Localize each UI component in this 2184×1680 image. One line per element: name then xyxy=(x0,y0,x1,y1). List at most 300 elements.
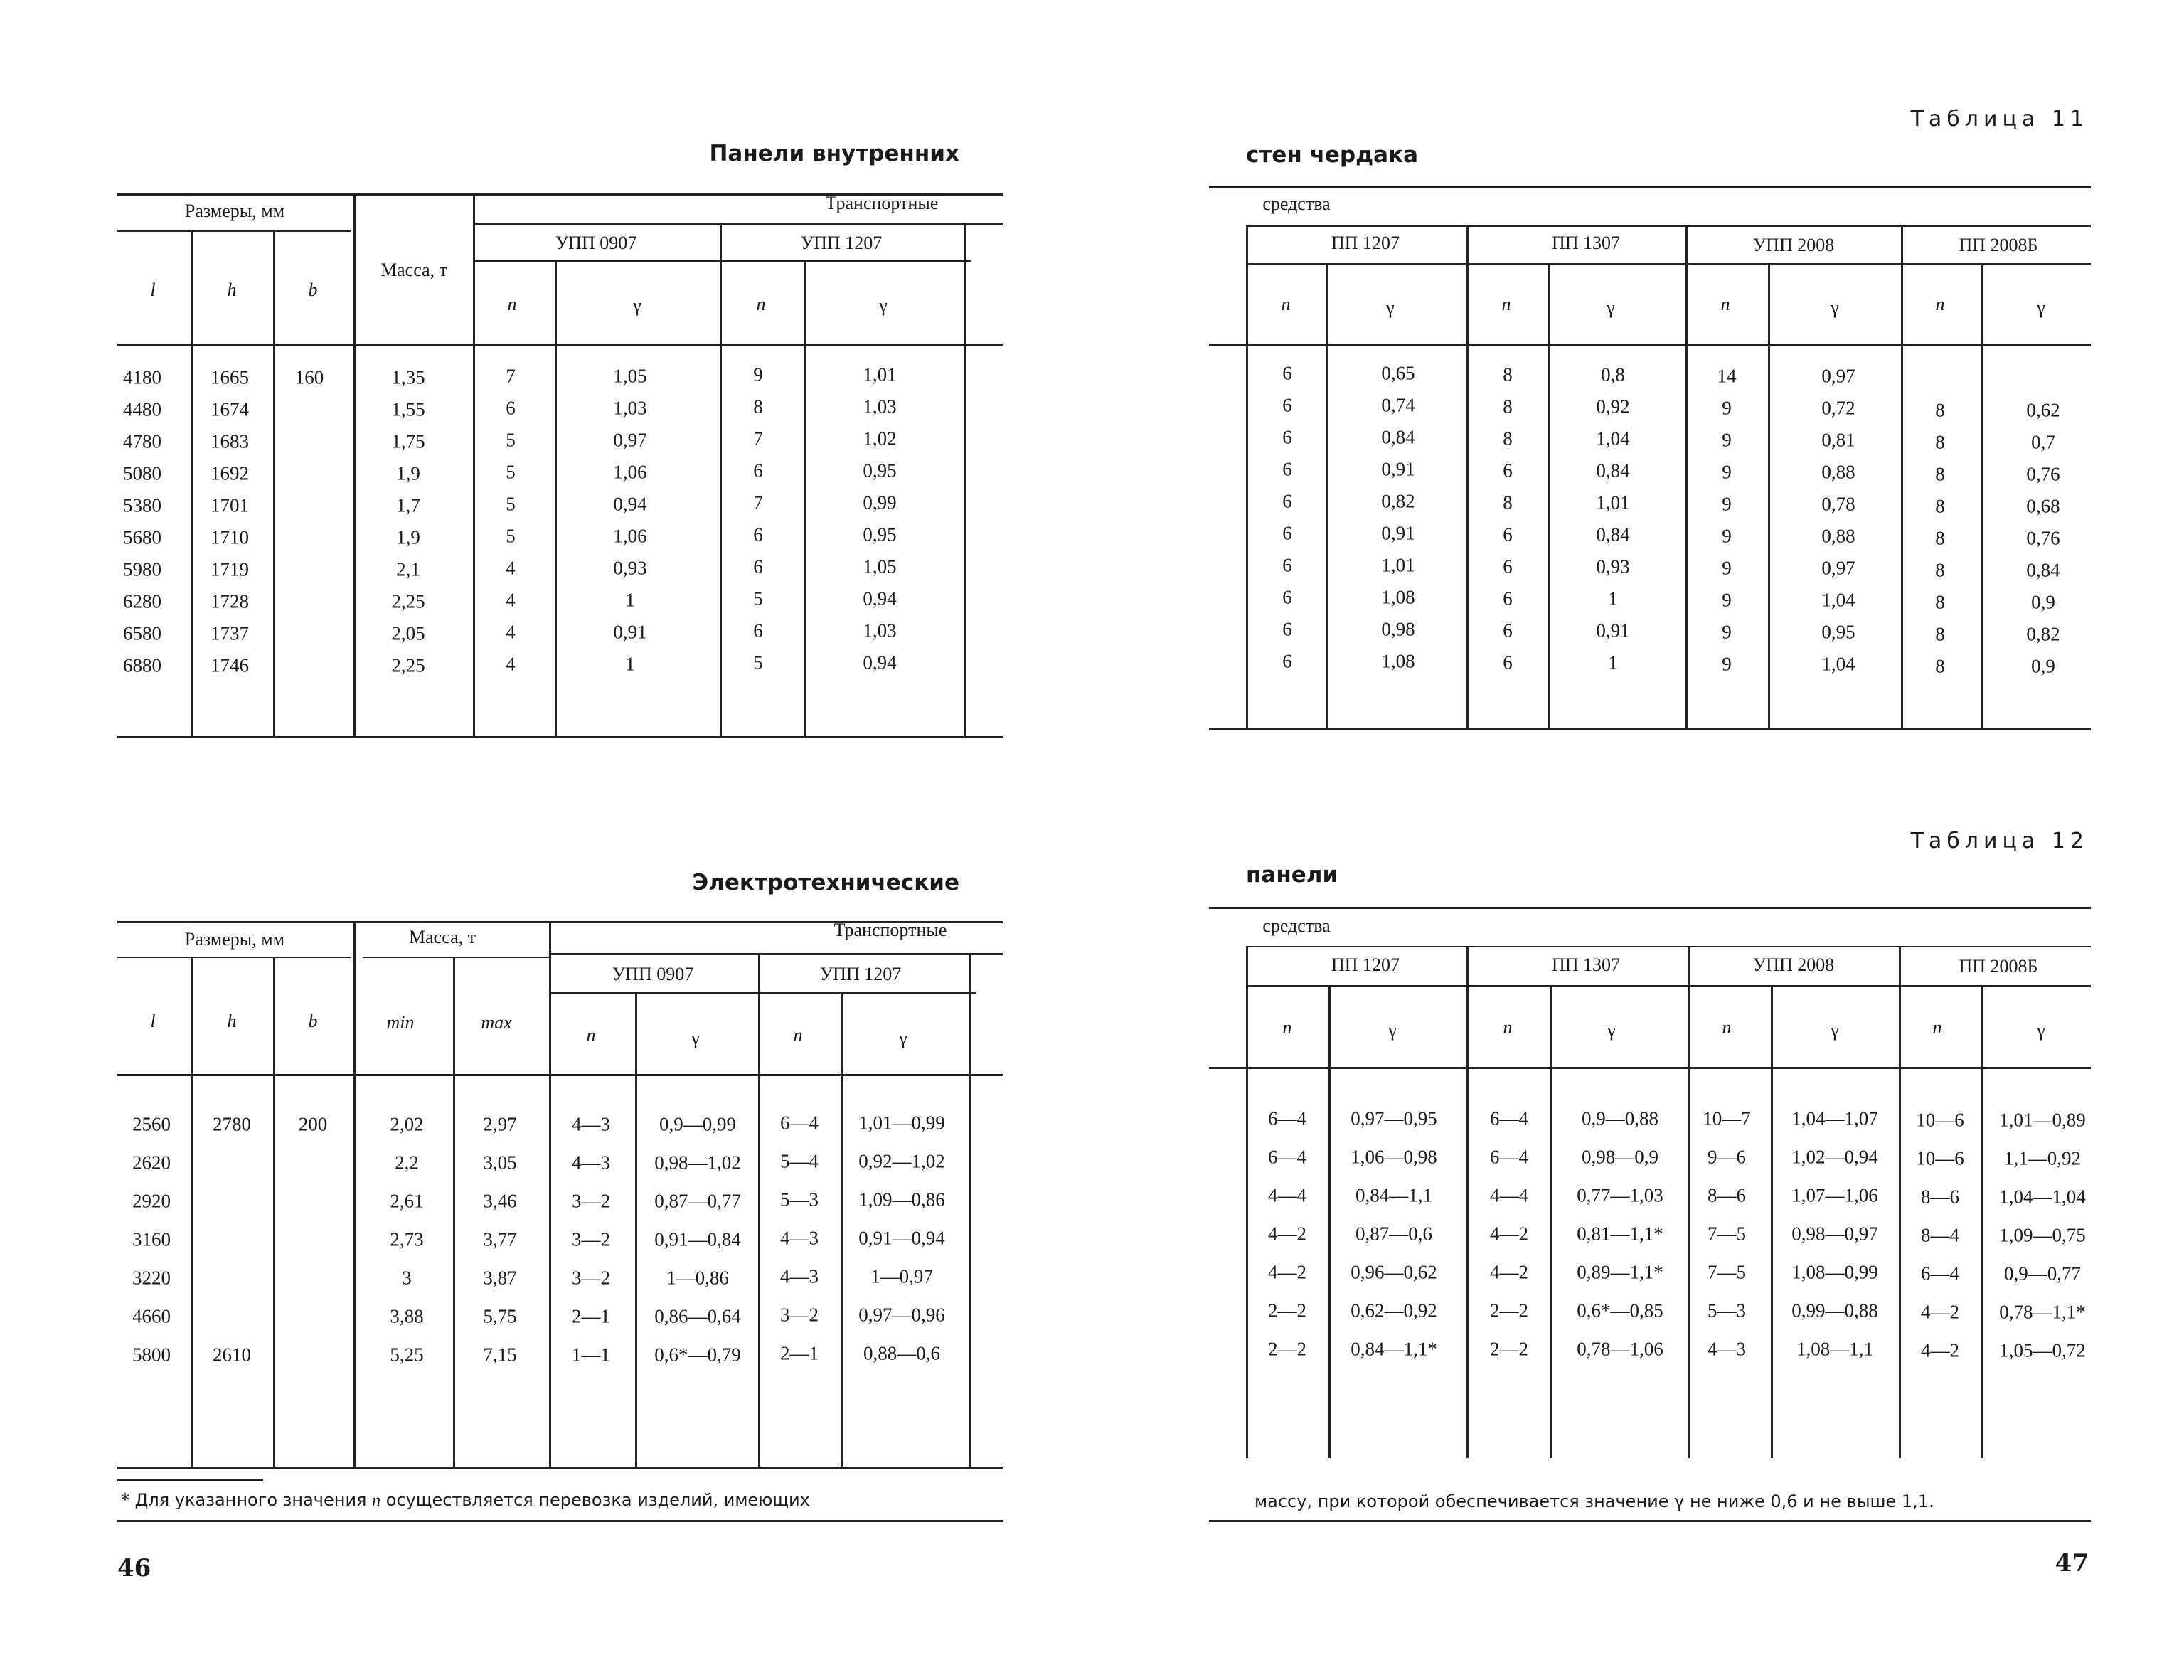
footnote-part-b: осуществляется перевозка изделий, имеющих xyxy=(385,1490,810,1510)
cell-gamma: 1,04—1,04 xyxy=(1999,1186,2086,1208)
cell-n1: 3—2 xyxy=(572,1228,610,1250)
cell-g1: 0,9—0,99 xyxy=(659,1113,736,1135)
table2-upp0907: УПП 0907 xyxy=(612,964,694,984)
cell-n: 5—3 xyxy=(1708,1299,1746,1322)
table11-pp1307: ПП 1307 xyxy=(1551,233,1621,253)
table12-means: средства xyxy=(1262,915,1331,936)
cell-n: 10—6 xyxy=(1916,1109,1964,1131)
cell-gamma: 0,9—0,77 xyxy=(2004,1262,2081,1285)
cell-h: 1728 xyxy=(211,590,249,612)
cell-gamma: 1,08—0,99 xyxy=(1791,1261,1878,1283)
table11-col-g-d: γ xyxy=(2037,297,2045,318)
cell-gamma: 0,82 xyxy=(1381,490,1415,512)
cell-n: 6—4 xyxy=(1490,1107,1528,1129)
cell-n: 6 xyxy=(1282,618,1292,640)
cell-n2: 5—3 xyxy=(780,1189,819,1211)
cell-g2: 1—0,97 xyxy=(870,1265,933,1287)
cell-n: 8 xyxy=(1935,591,1945,613)
cell-h: 2610 xyxy=(213,1344,251,1366)
table11-col-g-a: γ xyxy=(1386,297,1395,318)
cell-n: 6 xyxy=(1282,394,1292,416)
cell-l: 2920 xyxy=(132,1190,171,1212)
cell-gamma: 1,09—0,75 xyxy=(1999,1224,2086,1246)
table11-pp2008b: ПП 2008Б xyxy=(1959,235,2038,255)
cell-max: 3,87 xyxy=(483,1267,517,1289)
cell-gamma: 0,91 xyxy=(1381,522,1415,544)
cell-gamma: 0,91 xyxy=(1596,620,1630,642)
cell-gamma: 0,87—0,6 xyxy=(1355,1223,1432,1245)
cell-n: 8—4 xyxy=(1921,1224,1959,1246)
cell-gamma: 0,93 xyxy=(1596,555,1630,578)
cell-g1: 0,93 xyxy=(613,557,647,579)
table2-group-sizes: Размеры, мм xyxy=(184,929,285,950)
cell-n: 6 xyxy=(1503,620,1513,642)
cell-n: 8 xyxy=(1503,363,1513,386)
table1-col-h: h xyxy=(227,280,237,300)
cell-mass: 1,9 xyxy=(396,462,420,484)
cell-n: 8 xyxy=(1935,623,1945,645)
table2-col-n1: n xyxy=(586,1025,596,1046)
cell-l: 5980 xyxy=(123,558,161,580)
cell-n1: 5 xyxy=(506,461,516,483)
cell-n1: 4 xyxy=(506,653,516,675)
cell-n: 9 xyxy=(1722,429,1732,451)
cell-gamma: 1,06—0,98 xyxy=(1351,1146,1437,1168)
cell-gamma: 1,08 xyxy=(1381,586,1415,608)
cell-gamma: 0,97 xyxy=(1821,557,1855,579)
cell-n: 6 xyxy=(1282,426,1292,448)
cell-mass: 1,9 xyxy=(396,526,420,548)
cell-max: 3,77 xyxy=(483,1228,517,1250)
cell-gamma: 1,08 xyxy=(1381,650,1415,672)
table12-col-n-c: n xyxy=(1722,1017,1732,1038)
cell-g2: 0,88—0,6 xyxy=(863,1342,940,1364)
cell-g2: 0,92—1,02 xyxy=(858,1150,945,1172)
cell-n1: 3—2 xyxy=(572,1190,610,1212)
footnote-part-a: * Для указанного значения xyxy=(121,1490,367,1510)
cell-n1: 1—1 xyxy=(572,1344,610,1366)
cell-gamma: 0,84 xyxy=(1381,426,1415,448)
cell-g2: 0,94 xyxy=(863,588,897,610)
cell-n: 8 xyxy=(1935,495,1945,517)
cell-gamma: 0,84 xyxy=(2026,559,2060,581)
cell-gamma: 0,74 xyxy=(1381,394,1415,416)
cell-l: 5800 xyxy=(132,1344,171,1366)
cell-l: 4480 xyxy=(123,398,161,420)
cell-mass: 1,7 xyxy=(396,494,420,516)
cell-n: 6 xyxy=(1282,362,1292,384)
cell-n: 8—6 xyxy=(1708,1184,1746,1206)
cell-gamma: 0,88 xyxy=(1821,525,1855,547)
cell-mass: 1,75 xyxy=(391,430,425,452)
cell-l: 4180 xyxy=(123,366,161,388)
cell-mass: 1,55 xyxy=(391,398,425,420)
cell-n: 4—4 xyxy=(1490,1184,1528,1206)
table1-col-g1: γ xyxy=(633,295,641,316)
table11-title: стен чердака xyxy=(1246,142,1418,168)
cell-gamma: 0,92 xyxy=(1596,395,1630,418)
cell-n2: 6 xyxy=(753,555,763,578)
cell-gamma: 0,6*—0,85 xyxy=(1577,1299,1663,1322)
cell-n1: 4 xyxy=(506,557,516,579)
cell-n: 8 xyxy=(1503,491,1513,514)
cell-l: 3220 xyxy=(132,1267,171,1289)
table1-col-n1: n xyxy=(507,294,517,314)
table12-col-n-d: n xyxy=(1932,1017,1942,1038)
table12-pp1307: ПП 1307 xyxy=(1551,955,1621,975)
cell-n: 7—5 xyxy=(1708,1223,1746,1245)
cell-gamma: 0,68 xyxy=(2026,495,2060,517)
cell-n: 2—2 xyxy=(1268,1299,1306,1322)
cell-n: 6 xyxy=(1503,652,1513,674)
cell-n: 6 xyxy=(1282,458,1292,480)
cell-g1: 1,03 xyxy=(613,397,647,419)
cell-n1: 4—3 xyxy=(572,1152,610,1174)
table2-col-h: h xyxy=(227,1011,237,1031)
table12-title: панели xyxy=(1246,862,1338,888)
cell-n: 2—2 xyxy=(1490,1299,1528,1322)
cell-n2: 7 xyxy=(753,491,763,514)
cell-h: 1746 xyxy=(211,654,249,676)
cell-min: 2,02 xyxy=(390,1113,424,1135)
cell-n2: 6 xyxy=(753,523,763,546)
cell-n2: 4—3 xyxy=(780,1227,819,1249)
cell-l: 5080 xyxy=(123,462,161,484)
cell-n: 7—5 xyxy=(1708,1261,1746,1283)
cell-min: 3 xyxy=(402,1267,412,1289)
cell-n2: 9 xyxy=(753,363,763,386)
cell-n: 9—6 xyxy=(1708,1146,1746,1168)
cell-gamma: 0,9 xyxy=(2031,591,2055,613)
cell-gamma: 1,01 xyxy=(1381,554,1415,576)
cell-n2: 4—3 xyxy=(780,1265,819,1287)
cell-g2: 1,05 xyxy=(863,555,897,578)
cell-n: 4—2 xyxy=(1921,1301,1959,1323)
cell-gamma: 0,81—1,1* xyxy=(1577,1223,1663,1245)
cell-n: 8 xyxy=(1935,431,1945,453)
cell-l: 6880 xyxy=(123,654,161,676)
cell-gamma: 0,78 xyxy=(1821,493,1855,515)
cell-n: 8—6 xyxy=(1921,1186,1959,1208)
table11-means: средства xyxy=(1262,193,1331,214)
cell-gamma: 0,97—0,95 xyxy=(1351,1107,1437,1129)
cell-gamma: 0,65 xyxy=(1381,362,1415,384)
cell-n: 8 xyxy=(1935,559,1945,581)
cell-n: 6—4 xyxy=(1268,1146,1306,1168)
cell-n: 6 xyxy=(1503,588,1513,610)
cell-n: 4—2 xyxy=(1921,1339,1959,1361)
cell-n: 9 xyxy=(1722,461,1732,483)
cell-max: 3,46 xyxy=(483,1190,517,1212)
cell-gamma: 1,04 xyxy=(1596,427,1630,450)
cell-g1: 0,6*—0,79 xyxy=(654,1344,741,1366)
cell-min: 2,73 xyxy=(390,1228,424,1250)
cell-l: 3160 xyxy=(132,1228,171,1250)
footnote-left xyxy=(121,1490,810,1511)
page-number-right: 47 xyxy=(2055,1549,2089,1578)
cell-gamma: 1,04 xyxy=(1821,653,1855,675)
cell-n2: 8 xyxy=(753,395,763,418)
cell-g2: 1,03 xyxy=(863,395,897,418)
cell-n: 10—6 xyxy=(1916,1147,1964,1169)
table12-col-g-c: γ xyxy=(1831,1020,1839,1041)
cell-gamma: 0,82 xyxy=(2026,623,2060,645)
cell-n: 6 xyxy=(1503,555,1513,578)
page-number-left: 46 xyxy=(117,1554,151,1583)
table11-pp1207: ПП 1207 xyxy=(1331,233,1400,253)
cell-g2: 1,02 xyxy=(863,427,897,450)
table1-upp0907: УПП 0907 xyxy=(555,233,637,253)
cell-g1: 0,94 xyxy=(613,493,647,515)
cell-gamma: 1,1—0,92 xyxy=(2004,1147,2081,1169)
cell-gamma: 1 xyxy=(1608,588,1618,610)
cell-g1: 0,98—1,02 xyxy=(654,1152,741,1174)
cell-n: 8 xyxy=(1503,395,1513,418)
table2-col-g1: γ xyxy=(691,1028,700,1048)
cell-n2: 6 xyxy=(753,459,763,482)
cell-n2: 5—4 xyxy=(780,1150,819,1172)
cell-l: 4780 xyxy=(123,430,161,452)
table1-col-n2: n xyxy=(756,294,766,314)
table11-col-g-b: γ xyxy=(1607,297,1615,318)
cell-h: 1710 xyxy=(211,526,249,548)
cell-mass: 2,1 xyxy=(396,558,420,580)
table2-col-n2: n xyxy=(793,1025,803,1046)
cell-n2: 7 xyxy=(753,427,763,450)
cell-max: 3,05 xyxy=(483,1152,517,1174)
cell-n: 6 xyxy=(1503,523,1513,546)
table11-col-n-a: n xyxy=(1281,294,1291,314)
cell-g2: 0,94 xyxy=(863,652,897,674)
cell-n1: 3—2 xyxy=(572,1267,610,1289)
cell-g1: 0,91—0,84 xyxy=(654,1228,741,1250)
cell-b: 160 xyxy=(294,366,324,388)
cell-g1: 1,05 xyxy=(613,365,647,387)
cell-n: 6 xyxy=(1282,522,1292,544)
table12-col-g-a: γ xyxy=(1388,1020,1397,1041)
cell-g2: 1,03 xyxy=(863,620,897,642)
cell-gamma: 0,7 xyxy=(2031,431,2055,453)
cell-n2: 6—4 xyxy=(780,1112,819,1134)
cell-mass: 2,05 xyxy=(391,622,425,644)
cell-n: 9 xyxy=(1722,589,1732,611)
cell-h: 1692 xyxy=(211,462,249,484)
table11-col-n-c: n xyxy=(1720,294,1730,314)
cell-g2: 0,95 xyxy=(863,459,897,482)
table2-title: Электротехнические xyxy=(692,870,959,895)
cell-l: 5380 xyxy=(123,494,161,516)
cell-n: 9 xyxy=(1722,493,1732,515)
cell-n2: 5 xyxy=(753,652,763,674)
cell-n: 6 xyxy=(1282,490,1292,512)
cell-n1: 6 xyxy=(506,397,516,419)
table2-col-b: b xyxy=(308,1011,318,1031)
cell-gamma: 0,84—1,1 xyxy=(1355,1184,1432,1206)
table12-col-n-b: n xyxy=(1503,1017,1513,1038)
table12-col-n-a: n xyxy=(1282,1017,1292,1038)
cell-max: 2,97 xyxy=(483,1113,517,1135)
cell-n1: 5 xyxy=(506,493,516,515)
cell-h: 1683 xyxy=(211,430,249,452)
cell-gamma: 0,98 xyxy=(1381,618,1415,640)
cell-gamma: 0,84 xyxy=(1596,523,1630,546)
cell-gamma: 0,84 xyxy=(1596,459,1630,482)
cell-min: 5,25 xyxy=(390,1344,424,1366)
cell-n: 4—2 xyxy=(1268,1223,1306,1245)
cell-mass: 2,25 xyxy=(391,654,425,676)
table11-col-n-d: n xyxy=(1935,294,1945,314)
table2-col-max: max xyxy=(481,1012,512,1033)
cell-gamma: 1,08—1,1 xyxy=(1796,1338,1873,1360)
table2-col-g2: γ xyxy=(899,1028,907,1048)
cell-max: 7,15 xyxy=(483,1344,517,1366)
cell-min: 2,61 xyxy=(390,1190,424,1212)
cell-n: 2—2 xyxy=(1268,1338,1306,1360)
cell-gamma: 0,9—0,88 xyxy=(1582,1107,1658,1129)
cell-gamma: 0,88 xyxy=(1821,461,1855,483)
cell-h: 1665 xyxy=(211,366,249,388)
cell-g1: 1—0,86 xyxy=(666,1267,729,1289)
cell-g1: 1,06 xyxy=(613,525,647,547)
cell-gamma: 0,8 xyxy=(1601,363,1625,386)
cell-min: 2,2 xyxy=(395,1152,419,1174)
table2-transport: Транспортные xyxy=(833,920,947,940)
cell-g2: 0,91—0,94 xyxy=(858,1227,945,1249)
cell-mass: 2,25 xyxy=(391,590,425,612)
cell-gamma: 0,96—0,62 xyxy=(1351,1261,1437,1283)
cell-n: 4—2 xyxy=(1490,1261,1528,1283)
cell-n: 9 xyxy=(1722,653,1732,675)
table1-transport: Транспортные xyxy=(825,193,939,213)
cell-n: 9 xyxy=(1722,397,1732,419)
cell-gamma: 0,99—0,88 xyxy=(1791,1299,1878,1322)
cell-n1: 5 xyxy=(506,429,516,451)
table12-upp2008: УПП 2008 xyxy=(1752,955,1835,975)
footnote-n: n xyxy=(372,1492,381,1510)
cell-g1: 1 xyxy=(625,589,635,611)
table11-col-n-b: n xyxy=(1501,294,1511,314)
cell-n: 8 xyxy=(1935,527,1945,549)
cell-gamma: 0,78—1,06 xyxy=(1577,1338,1663,1360)
cell-n1: 4 xyxy=(506,589,516,611)
cell-gamma: 1,05—0,72 xyxy=(1999,1339,2086,1361)
cell-n1: 4 xyxy=(506,621,516,643)
cell-g2: 0,99 xyxy=(863,491,897,514)
cell-h: 1719 xyxy=(211,558,249,580)
cell-g2: 1,01—0,99 xyxy=(858,1112,945,1134)
cell-n2: 5 xyxy=(753,588,763,610)
cell-n: 8 xyxy=(1935,399,1945,421)
table12-pp2008b: ПП 2008Б xyxy=(1959,956,2038,977)
cell-g2: 0,95 xyxy=(863,523,897,546)
cell-n: 4—2 xyxy=(1490,1223,1528,1245)
cell-g1: 0,91 xyxy=(613,621,647,643)
table12-caption: Таблица 12 xyxy=(1910,829,2089,854)
cell-n: 10—7 xyxy=(1703,1107,1751,1129)
cell-mass: 1,35 xyxy=(391,366,425,388)
cell-l: 2560 xyxy=(132,1113,171,1135)
cell-n2: 6 xyxy=(753,620,763,642)
cell-gamma: 0,89—1,1* xyxy=(1577,1261,1663,1283)
cell-n: 6 xyxy=(1282,650,1292,672)
cell-n: 6 xyxy=(1503,459,1513,482)
cell-l: 6580 xyxy=(123,622,161,644)
cell-n: 4—4 xyxy=(1268,1184,1306,1206)
cell-n: 8 xyxy=(1935,463,1945,485)
table1-title: Панели внутренних xyxy=(709,141,959,166)
cell-n: 8 xyxy=(1503,427,1513,450)
cell-gamma: 0,81 xyxy=(1821,429,1855,451)
cell-gamma: 0,9 xyxy=(2031,655,2055,677)
cell-g2: 1,09—0,86 xyxy=(858,1189,945,1211)
cell-n: 6—4 xyxy=(1490,1146,1528,1168)
table12-col-g-d: γ xyxy=(2037,1020,2045,1041)
cell-gamma: 0,72 xyxy=(1821,397,1855,419)
cell-n: 8 xyxy=(1935,655,1945,677)
cell-n: 9 xyxy=(1722,557,1732,579)
cell-h: 1674 xyxy=(211,398,249,420)
cell-gamma: 0,98—0,9 xyxy=(1582,1146,1658,1168)
cell-gamma: 1,01—0,89 xyxy=(1999,1109,2086,1131)
table12-col-g-b: γ xyxy=(1607,1020,1616,1041)
cell-n: 14 xyxy=(1717,365,1737,387)
cell-gamma: 1,04 xyxy=(1821,589,1855,611)
table11-col-g-c: γ xyxy=(1831,297,1839,318)
cell-g2: 1,01 xyxy=(863,363,897,386)
cell-n: 4—2 xyxy=(1268,1261,1306,1283)
cell-gamma: 0,91 xyxy=(1381,458,1415,480)
cell-n: 9 xyxy=(1722,525,1732,547)
table2-upp1207: УПП 1207 xyxy=(819,964,902,984)
cell-h: 1701 xyxy=(211,494,249,516)
cell-gamma: 0,76 xyxy=(2026,463,2060,485)
cell-gamma: 0,78—1,1* xyxy=(1999,1301,2086,1323)
cell-gamma: 0,98—0,97 xyxy=(1791,1223,1878,1245)
cell-h: 2780 xyxy=(213,1113,251,1135)
cell-n: 9 xyxy=(1722,621,1732,643)
cell-n1: 7 xyxy=(506,365,516,387)
cell-n2: 3—2 xyxy=(780,1304,819,1326)
table11-caption: Таблица 11 xyxy=(1910,107,2089,132)
cell-gamma: 0,77—1,03 xyxy=(1577,1184,1663,1206)
cell-gamma: 1 xyxy=(1608,652,1618,674)
cell-n: 6 xyxy=(1282,586,1292,608)
cell-n: 6—4 xyxy=(1921,1262,1959,1285)
cell-gamma: 1,07—1,06 xyxy=(1791,1184,1878,1206)
table1-col-b: b xyxy=(308,280,318,300)
cell-g1: 0,87—0,77 xyxy=(654,1190,741,1212)
cell-gamma: 1,04—1,07 xyxy=(1791,1107,1878,1129)
cell-g1: 0,86—0,64 xyxy=(654,1305,741,1327)
table1-group-sizes: Размеры, мм xyxy=(184,201,285,221)
cell-b: 200 xyxy=(298,1113,328,1135)
cell-n: 6—4 xyxy=(1268,1107,1306,1129)
table11-upp2008: УПП 2008 xyxy=(1752,235,1835,255)
cell-n1: 2—1 xyxy=(572,1305,610,1327)
cell-l: 6280 xyxy=(123,590,161,612)
cell-gamma: 0,95 xyxy=(1821,621,1855,643)
cell-n: 4—3 xyxy=(1708,1338,1746,1360)
cell-n1: 4—3 xyxy=(572,1113,610,1135)
table2-col-min: min xyxy=(386,1012,415,1033)
cell-g1: 0,97 xyxy=(613,429,647,451)
table2-col-l: l xyxy=(150,1011,156,1031)
table1-upp1207: УПП 1207 xyxy=(800,233,883,253)
cell-n: 6 xyxy=(1282,554,1292,576)
cell-gamma: 0,62—0,92 xyxy=(1351,1299,1437,1322)
table2-group-mass: Масса, т xyxy=(409,927,476,947)
table1-col-g2: γ xyxy=(879,295,888,316)
